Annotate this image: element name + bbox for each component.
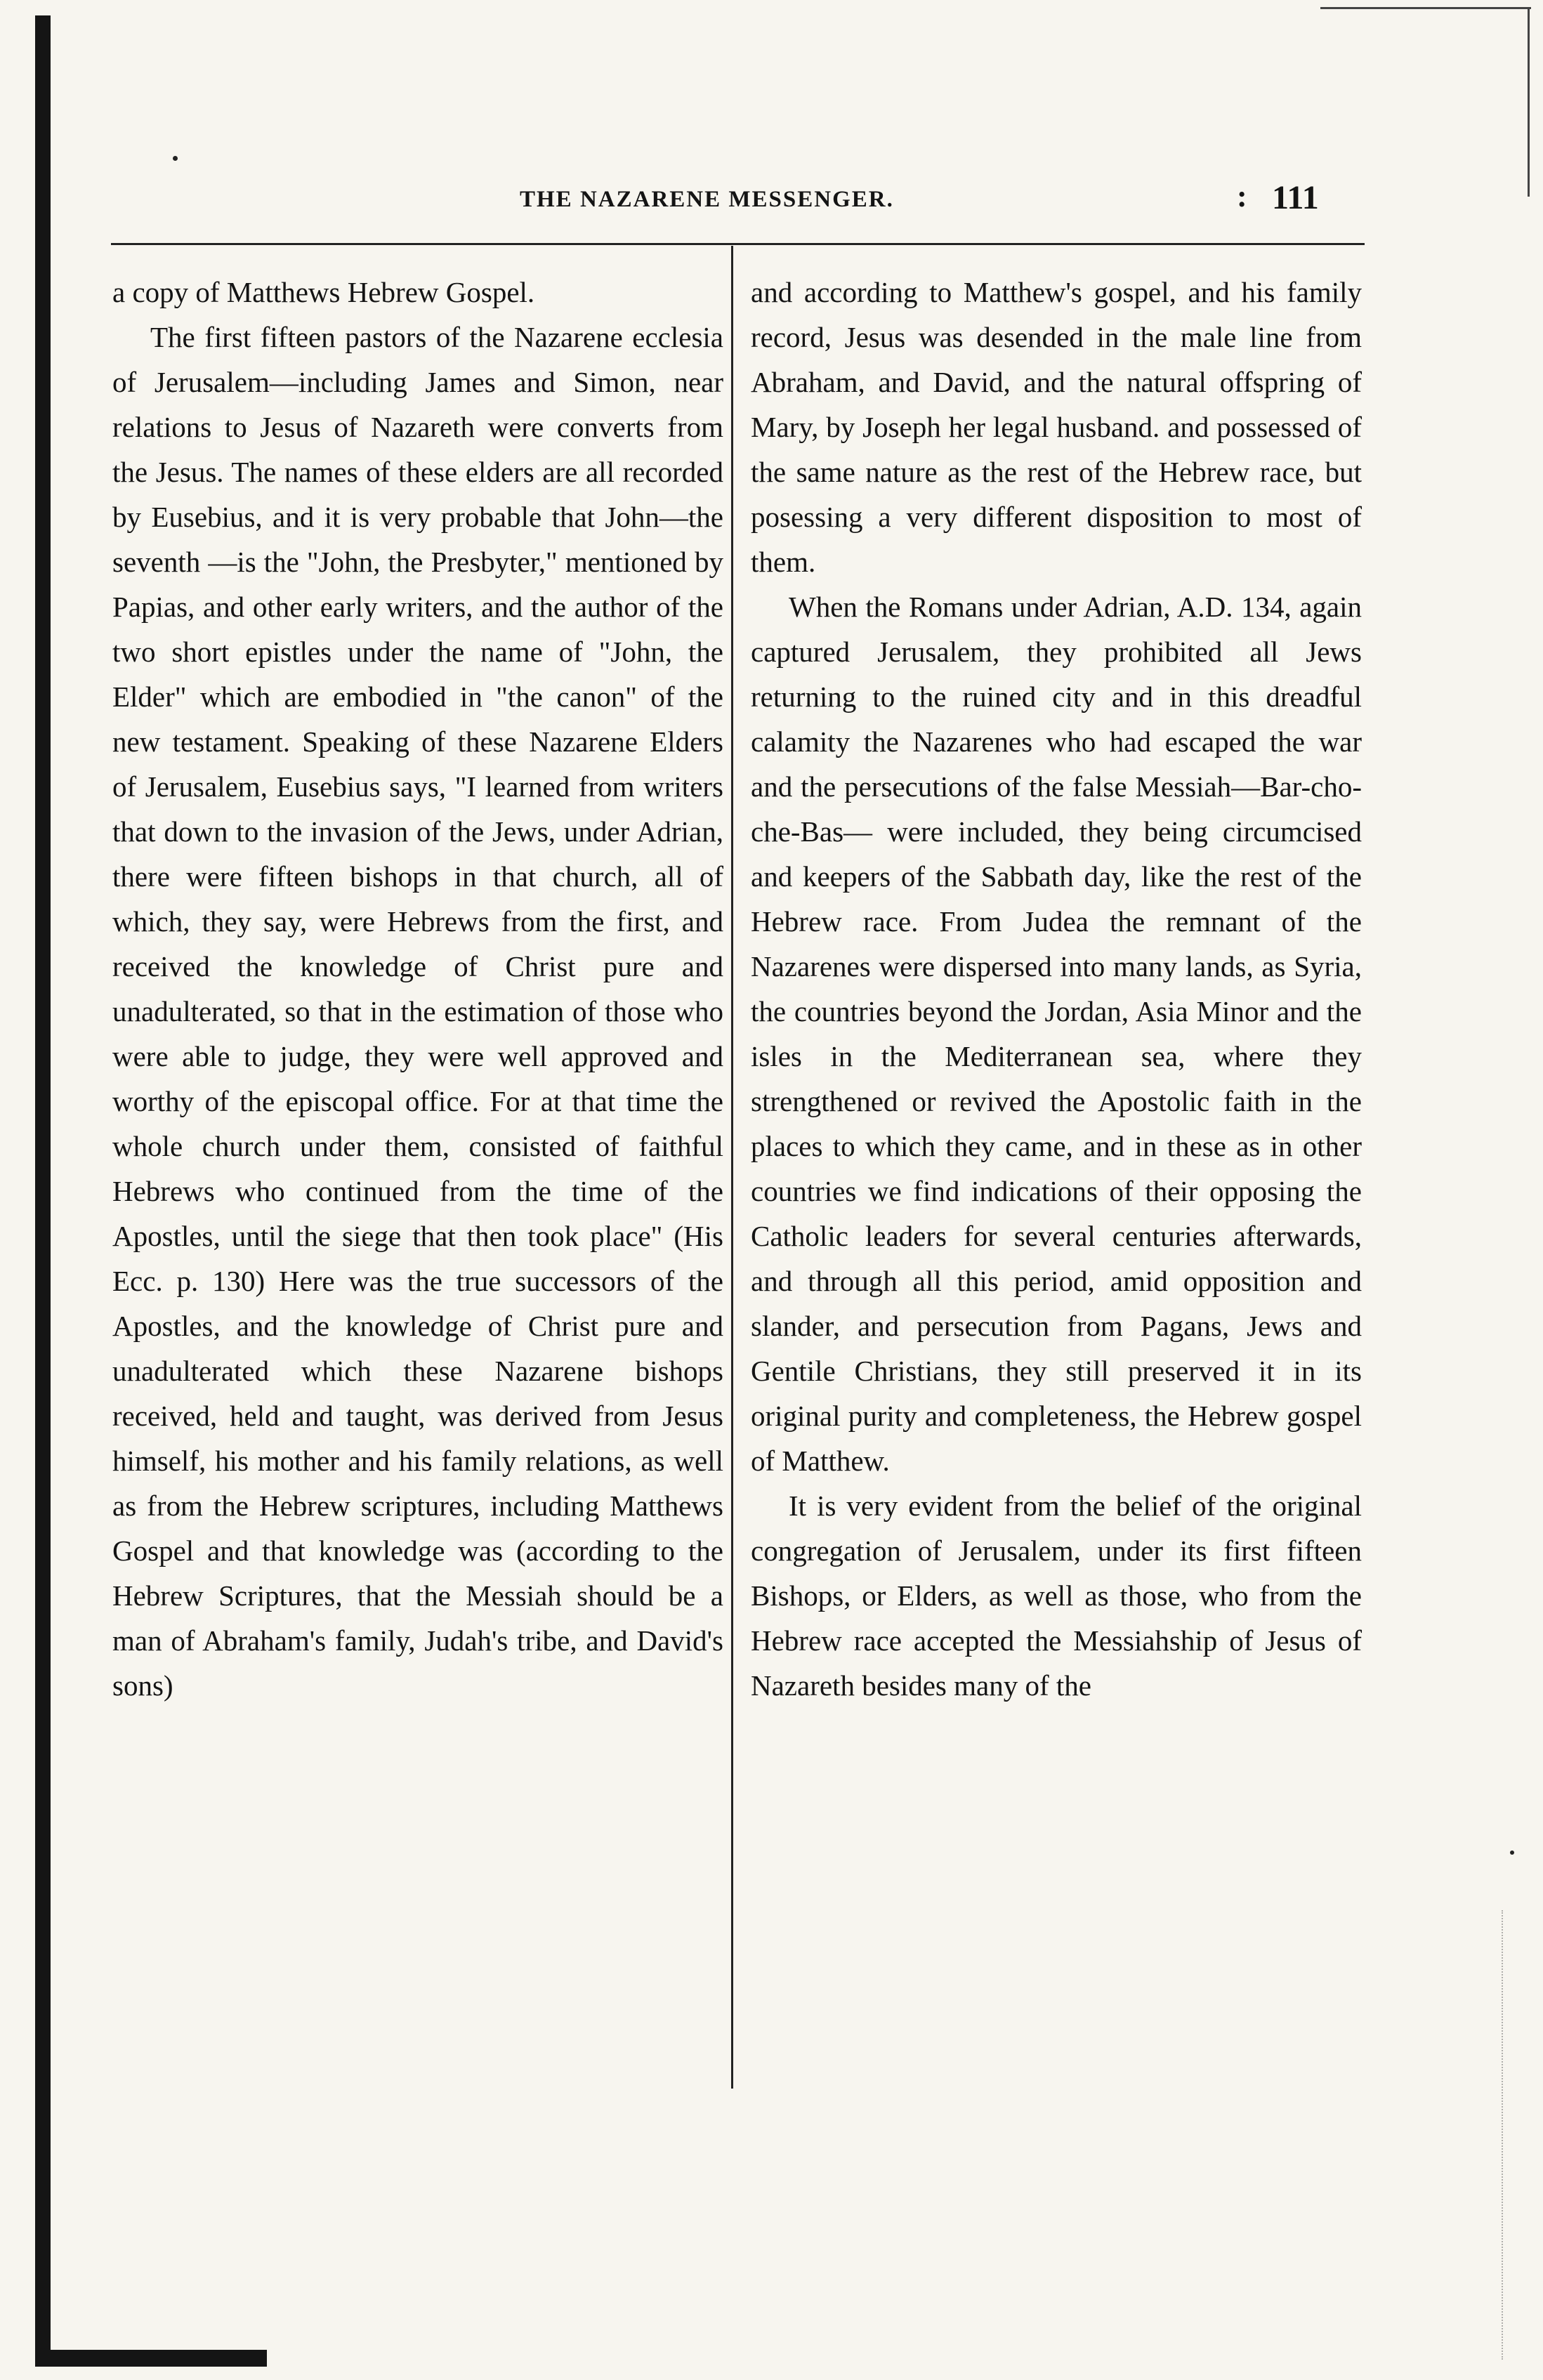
ink-speck: [173, 156, 178, 161]
paragraph: and according to Matthew's gospel, and his family record, Jesus was desended in the male line from Abraham, and David, and the natural offspring of Mary, by Joseph her legal husband. and possessed of the same nature as the rest of the Hebrew race, but posessing a very different disposition to most of them.: [751, 276, 1362, 578]
ink-speck: [1510, 1850, 1514, 1855]
left-column: [112, 270, 723, 1708]
scan-border-bottom: [35, 2350, 267, 2367]
running-header: [112, 174, 1363, 223]
scan-edge-right: [1528, 7, 1530, 197]
paragraph: When the Romans under Adrian, A.D. 134, again captured Jerusalem, they prohibited all Jews returning to the ruined city and in this dreadful calamity the Nazarenes who had escaped the war and the persecutions of the false Messiah—Bar-cho-che-Bas— were included, they being circumcised and keepers of the Sabbath day, like the rest of the Hebrew race. From Judea the remnant of the Nazarenes were dispersed into many lands, as Syria, the countries beyond the Jordan, Asia Minor and the isles in the Mediterranean sea, where they strengthened or revived the Apostolic faith in the places to which they came, and in these as in other countries we find indications of their opposing the Catholic leaders for several centuries afterwards, and through all this period, amid opposition and slander, and persecution from Pagans, Jews and Gentile Christians, they still preserved it in its original purity and completeness, the Hebrew gospel of Matthew.: [751, 591, 1362, 1477]
paragraph: It is very evident from the belief of the original congregation of Jerusalem, under its first fifteen Bishops, or Elders, as well as those, who from the Hebrew race accepted the Messiahship of Jesus of Nazareth besides many of the: [751, 1490, 1362, 1702]
scan-border-left: [35, 15, 51, 2365]
scan-edge-marks: [1502, 1910, 1523, 2360]
paragraph: The first fifteen pastors of the Nazarene ecclesia of Jerusalem—including James and Simon, near relations to Jesus of Nazareth were converts from the Jesus. The names of these elders are all recorded by Eusebius, and it is very probable that John—the seventh —is the "John, the Presbyter," mentioned by Papias, and other early writers, and the author of the two short epistles under the name of "John, the Elder" which are embodied in "the canon" of the new testament. Speaking of these Nazarene Elders of Jerusalem, Eusebius says, "I learned from writers that down to the invasion of the Jews, under Adrian, there were fifteen bishops in that church, all of which, they say, were Hebrews from the first, and received the knowledge of Christ pure and unadulterated, so that in the estimation of those who were able to judge, they were well approved and worthy of the episcopal office. For at that time the whole church under them, consisted of faithful Hebrews who continued from the time of the Apostles, until the siege that then took place" (His Ecc. p. 130) Here was the true successors of the Apostles, and the knowledge of Christ pure and unadulterated which these Nazarene bishops received, held and taught, was derived from Jesus himself, his mother and his family relations, as well as from the Hebrew scriptures, including Matthews Gospel and that knowledge was (according to the Hebrew Scriptures, that the Messiah should be a man of Abraham's family, Judah's tribe, and David's sons): [112, 321, 723, 1702]
column-divider: [731, 246, 733, 2089]
paragraph: a copy of Matthews Hebrew Gospel.: [112, 276, 535, 308]
page-number: 111: [1272, 179, 1319, 216]
scan-edge-top: [1320, 7, 1531, 9]
header-rule: [111, 243, 1365, 245]
header-separator: :: [1237, 179, 1247, 213]
right-column: [751, 270, 1362, 1708]
journal-title: THE NAZARENE MESSENGER.: [520, 187, 894, 212]
